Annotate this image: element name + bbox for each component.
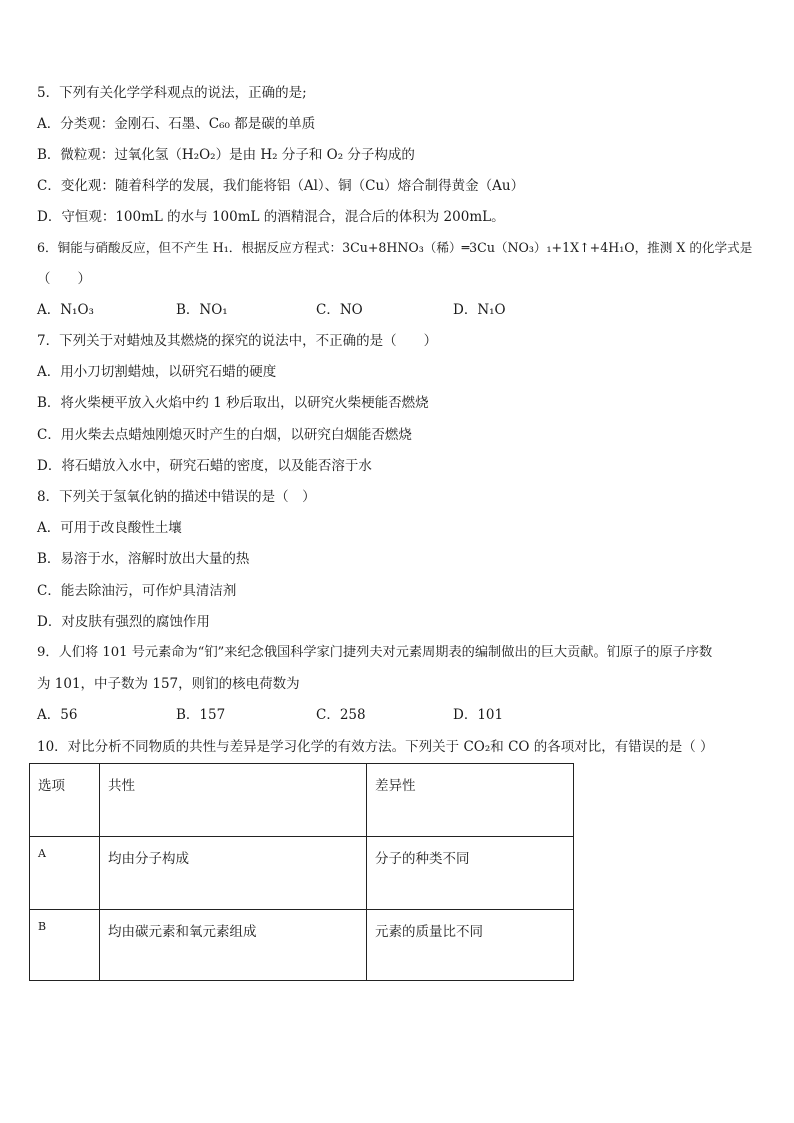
q5-option-c: C．变化观：随着科学的发展，我们能将铝（Al）、铜（Cu）熔合制得黄金（Au） <box>37 178 525 194</box>
q8-stem: 8．下列关于氢氧化钠的描述中错误的是（ ） <box>37 489 316 505</box>
q10-stem: 10．对比分析不同物质的共性与差异是学习化学的有效方法。下列关于 CO₂和 CO 的各项对比，有错误的是（ ） <box>37 739 714 755</box>
q7-option-d: D．将石蜡放入水中，研究石蜡的密度，以及能否溶于水 <box>37 458 372 474</box>
q6-option-c: C．NO <box>316 302 363 318</box>
q9-option-d: D．101 <box>453 707 504 723</box>
q5-stem: 5．下列有关化学学科观点的说法，正确的是; <box>37 85 307 101</box>
q5-option-d: D．守恒观：100mL 的水与 100mL 的酒精混合，混合后的体积为 200mL。 <box>37 209 505 225</box>
q7-stem: 7．下列关于对蜡烛及其燃烧的探究的说法中，不正确的是（ ） <box>37 333 438 349</box>
q5-option-b: B．微粒观：过氧化氢（H₂O₂）是由 H₂ 分子和 O₂ 分子构成的 <box>37 147 415 163</box>
table-header-row <box>30 764 574 837</box>
table-row <box>30 910 574 981</box>
q6-option-a: A．N₁O₃ <box>37 302 94 318</box>
q8-option-c: C．能去除油污，可作炉具清洁剂 <box>37 583 237 599</box>
table-cell: 元素的质量比不同 <box>367 910 574 981</box>
q5-option-a: A．分类观：金刚石、石墨、C₆₀ 都是碳的单质 <box>37 116 316 132</box>
table-header-cell: 差异性 <box>367 764 574 837</box>
table-cell: 均由分子构成 <box>100 837 367 910</box>
q9-stem-line2: 为 101，中子数为 157，则钔的核电荷数为 <box>37 676 300 692</box>
q8-option-b: B．易溶于水，溶解时放出大量的热 <box>37 551 250 567</box>
q9-option-b: B．157 <box>176 707 226 723</box>
q10-comparison-table <box>29 763 574 981</box>
q9-option-a: A．56 <box>37 707 78 723</box>
q6-answer-paren: （ ） <box>37 271 91 287</box>
q6-option-d: D．N₁O <box>453 302 506 318</box>
q7-option-c: C．用火柴去点蜡烛刚熄灭时产生的白烟，以研究白烟能否燃烧 <box>37 427 412 443</box>
table-row <box>30 837 574 910</box>
q8-option-d: D．对皮肤有强烈的腐蚀作用 <box>37 614 210 630</box>
q6-stem: 6．铜能与硝酸反应，但不产生 H₁．根据反应方程式：3Cu+8HNO₃（稀）═3Cu（NO₃）₁+1X↑+4H₁O，推测 X 的化学式是 <box>37 240 753 255</box>
table-cell: A <box>30 837 100 910</box>
q7-option-b: B．将火柴梗平放入火焰中约 1 秒后取出，以研究火柴梗能否燃烧 <box>37 395 429 411</box>
table-header-cell: 共性 <box>100 764 367 837</box>
q9-stem-line1: 9．人们将 101 号元素命为“钔”来纪念俄国科学家门捷列夫对元素周期表的编制做出的巨大贡献。钔原子的原子序数 <box>37 645 713 660</box>
q8-option-a: A．可用于改良酸性土壤 <box>37 520 182 536</box>
q6-option-b: B．NO₁ <box>176 302 228 318</box>
table-header-cell: 选项 <box>30 764 100 837</box>
q7-option-a: A．用小刀切割蜡烛，以研究石蜡的硬度 <box>37 364 277 380</box>
q9-option-c: C．258 <box>316 707 366 723</box>
table-cell: 分子的种类不同 <box>367 837 574 910</box>
table-cell: 均由碳元素和氧元素组成 <box>100 910 367 981</box>
table-cell: B <box>30 910 100 981</box>
